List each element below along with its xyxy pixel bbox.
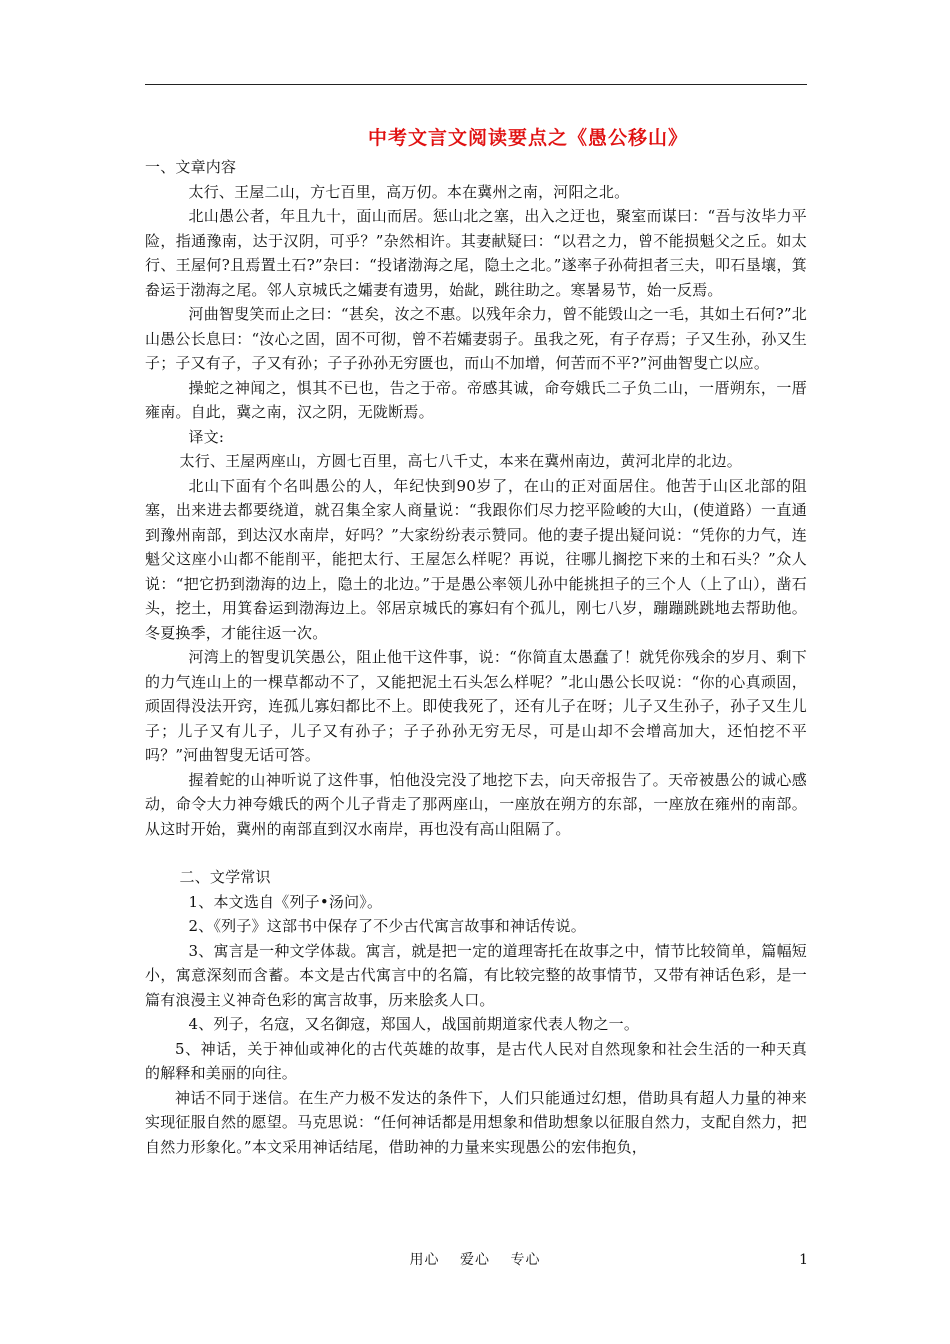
translation-paragraph: 河湾上的智叟讥笑愚公，阻止他干这件事，说：“你简直太愚蠢了！就凭你残余的岁月、剩下的力气连山上的一棵草都动不了，又能把泥土石头怎么样呢？”北山愚公长叹说：“你的心真顽固，顽固得没法开窍，连孤儿寡妇都比不上。即使我死了，还有儿子在呀；儿子又生孙子，孙子又生儿子；儿子又有儿子，儿子又有孙子；子子孙孙无穷无尽，可是山却不会增高加大，还怕挖不平吗？”河曲智叟无话可答。 bbox=[145, 648, 807, 764]
section-heading-content: 一、文章内容 bbox=[145, 158, 237, 176]
literature-item: 1、本文选自《列子•汤问》。 bbox=[188, 892, 383, 911]
footer-motto: 用心 爱心 专心 bbox=[409, 1252, 541, 1268]
original-paragraph: 太行、王屋二山，方七百里，高万仞。本在冀州之南，河阳之北。 bbox=[188, 182, 630, 201]
translation-paragraph: 北山下面有个名叫愚公的人，年纪快到90岁了，在山的正对面居住。他苦于山区北部的阻塞，出来进去都要绕道，就召集全家人商量说：“我跟你们尽力挖平险峻的大山，(使道路）一直通到豫州南部，到达汉水南岸，好吗？”大家纷纷表示赞同。他的妻子提出疑问说：“凭你的力气，连魁父这座小山都不能削平，能把太行、王屋怎么样呢？再说，往哪儿搁挖下来的土和石头？”众人说：“把它扔到渤海的边上，隐土的北边。”于是愚公率领儿孙中能挑担子的三个人（上了山），凿石头，挖土，用箕畚运到渤海边上。邻居京城氏的寡妇有个孤儿，刚七八岁，蹦蹦跳跳地去帮助他。冬夏换季，才能往返一次。 bbox=[145, 476, 807, 642]
translation-label: 译文: bbox=[188, 427, 225, 446]
translation-paragraph: 太行、王屋两座山，方圆七百里，高七八千丈，本来在冀州南边，黄河北岸的北边。 bbox=[179, 452, 742, 470]
original-paragraph: 河曲智叟笑而止之曰：“甚矣，汝之不惠。以残年余力，曾不能毁山之一毛，其如土石何?”北山愚公长息曰：“汝心之固，固不可彻，曾不若孀妻弱子。虽我之死，有子存焉；子又生孙，孙又生子；子又有子，子又有孙；子子孙孙无穷匮也，而山不加增，何苦而不平?”河曲智叟亡以应。 bbox=[145, 305, 807, 372]
original-paragraph: 北山愚公者，年且九十，面山而居。惩山北之塞，出入之迂也，聚室而谋曰：“吾与汝毕力平险，指通豫南，达于汉阴，可乎？”杂然相许。其妻献疑曰：“以君之力，曾不能损魁父之丘。如太行、王屋何?且焉置土石?”杂曰：“投诸渤海之尾，隐土之北。”遂率子孙荷担者三夫，叩石垦壤，箕畚运于渤海之尾。邻人京城氏之孀妻有遗男，始龀，跳往助之。寒暑易节，始一反焉。 bbox=[145, 207, 807, 299]
literature-item: 5、神话，关于神仙或神化的古代英雄的故事，是古代人民对自然现象和社会生活的一种天真的解释和美丽的向往。 bbox=[145, 1039, 807, 1082]
literature-item: 3、寓言是一种文学体裁。寓言，就是把一定的道理寄托在故事之中，情节比较简单，篇幅短小，寓意深刻而含蓄。本文是古代寓言中的名篇，有比较完整的故事情节，又带有神话色彩，是一篇有浪漫主义神奇色彩的寓言故事，历来脍炙人口。 bbox=[145, 941, 807, 1009]
header-rule bbox=[145, 84, 807, 85]
original-paragraph: 操蛇之神闻之，惧其不已也，告之于帝。帝感其诚，命夸娥氏二子负二山，一厝朔东，一厝雍南。自此，冀之南，汉之阴，无陇断焉。 bbox=[145, 378, 807, 421]
literature-item: 2、《列子》这部书中保存了不少古代寓言故事和神话传说。 bbox=[188, 917, 586, 935]
literature-item: 神话不同于迷信。在生产力极不发达的条件下，人们只能通过幻想，借助具有超人力量的神来实现征服自然的愿望。马克思说：“任何神话都是用想象和借助想象以征服自然力，支配自然力，把自然力形象化。”本文采用神话结尾，借助神的力量来实现愚公的宏伟抱负， bbox=[145, 1088, 807, 1156]
document-title: 中考文言文阅读要点之《愚公移山》 bbox=[368, 127, 689, 149]
section-heading-literature: 二、文学常识 bbox=[179, 868, 271, 886]
translation-paragraph: 握着蛇的山神听说了这件事，怕他没完没了地挖下去，向天帝报告了。天帝被愚公的诚心感动，命令大力神夸娥氏的两个儿子背走了那两座山，一座放在朔方的东部，一座放在雍州的南部。从这时开始，冀州的南部直到汉水南岸，再也没有高山阻隔了。 bbox=[145, 770, 807, 838]
literature-item: 4、列子，名寇，又名御寇，郑国人，战国前期道家代表人物之一。 bbox=[188, 1015, 640, 1033]
section-spacer bbox=[145, 841, 807, 865]
page-number: 1 bbox=[799, 1252, 808, 1268]
page-footer bbox=[0, 1250, 950, 1270]
document-body bbox=[145, 124, 807, 1159]
